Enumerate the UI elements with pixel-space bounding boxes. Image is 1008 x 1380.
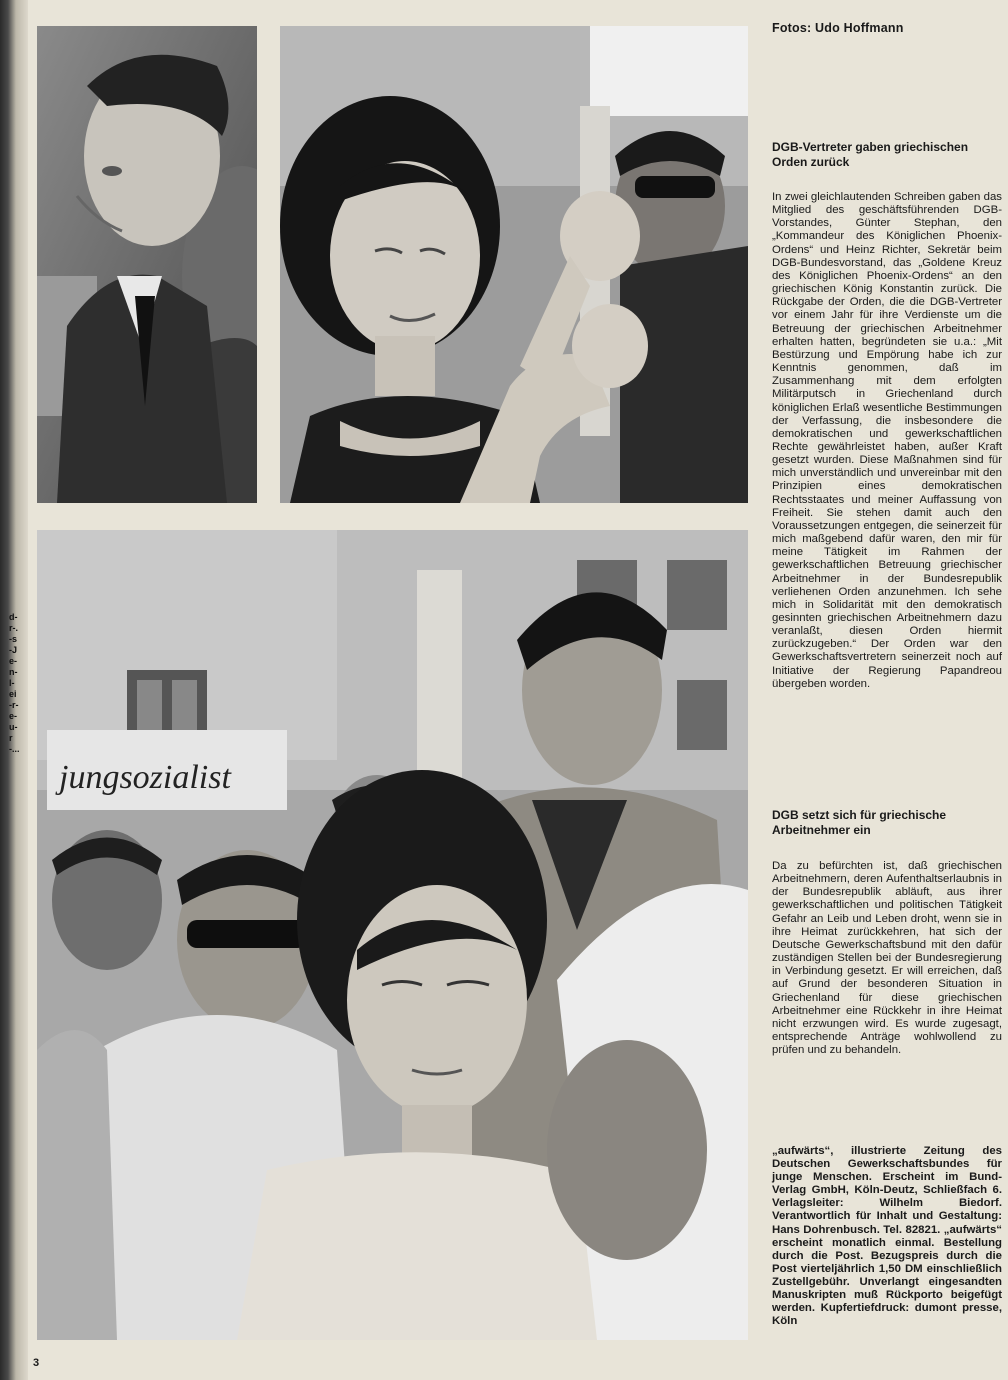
photo-man-profile xyxy=(37,26,257,503)
photo-demonstration-crowd xyxy=(37,530,748,1340)
page-number: 3 xyxy=(33,1357,40,1369)
spine-letters: d-r-.-s-Je-n-l-ei-r-e-u-r-... xyxy=(9,612,20,754)
article2-body: Da zu befürchten ist, daß griechischen Arbeitnehmern, deren Aufenthaltserlaubnis in der Bundesrepublik abläuft, aus ihrer gewerkschaftlichen und politischen Tätigkeit Gefahr an Leib und Leben droht, wenn sie in ihre Heimat zurückkehren, hat sich der Deutsche Gewerkschaftsbund mit den dafür zuständigen Stellen bei der Bundesregierung in Verbindung gesetzt. Er will erreichen, daß auf Grund der besonderen Situation in Griechenland für diese griechischen Arbeitnehmer eine Rückkehr in ihre Heimat nicht erzwungen wird. Es wurde zugesagt, entsprechende Anträge wohlwollend zu prüfen und zu behandeln. xyxy=(772,860,1002,1057)
article1-body: In zwei gleichlautenden Schreiben gaben das Mitglied des geschäftsführenden DGB-Vorstandes, Günter Stephan, den „Kommandeur des Königlichen Phoenix-Ordens“ und Heinz Richter, Sekretär beim DGB-Bundesvorstand, das „Goldene Kreuz des Königlichen Phoenix-Ordens“ an den griechischen König Konstantin zurück. Die Rückgabe der Orden, die die DGB-Vertreter vor einem Jahr für ihre Verdienste um die Betreuung der griechischen Arbeitnehmer erhalten hatten, begründeten sie u.a.: „Mit Bestürzung und Empörung habe ich zur Kenntnis genommen, daß im Zusammenhang mit dem erfolgten Militärputsch in Griechenland durch königlichen Erlaß wesentliche Bestimmungen der Verfassung, die insbesondere die demokratischen und gewerkschaftlichen Rechte gewährleistet haben, außer Kraft gesetzt wurden. Diese Maßnahmen sind für mich unverständlich und unvereinbar mit den Prinzipien eines demokratischen Rechtsstaates und meiner Auffassung von Freiheit. Sie stehen damit auch den Voraussetzungen entgegen, die seinerzeit für mich maßgebend dafür waren, den mir für meine Tätigkeit im Rahmen der gewerkschaftlichen Betreuung griechischer Arbeitnehmer in der Bundesrepublik verliehenen Orden anzunehmen. Ich sehe mich in Solidarität mit den demokratisch gesinnten griechischen Arbeitnehmern dazu veranlaßt, diesen Orden hiermit zurückzugeben.“ Der Orden war den Gewerkschaftsvertretern seinerzeit noch auf Initiative der Regierung Papandreou übergeben worden. xyxy=(772,191,1002,690)
imprint: „aufwärts“, illustrierte Zeitung des Deutschen Gewerkschaftsbundes für junge Menschen. Erscheint im Bund-Verlag GmbH, Köln-Deutz, Schließfach 6. Verlagsleiter: Wilhelm Biedorf. Verantwortlich für Inhalt und Gestaltung: Hans Dohrenbusch. Tel. 82821. „aufwärts“ erscheint monatlich einmal. Bestellung durch die Post. Bezugspreis durch die Post vierteljährlich 1,50 DM einschließlich Zustellgebühr. Unverlangt eingesandten Manuskripten muß Rückporto beigefügt werden. Kupfertiefdruck: dumont presse, Köln xyxy=(772,1145,1002,1328)
article1-heading: DGB-Vertreter gaben griechischen Orden zurück xyxy=(772,140,969,169)
banner-text: jungsozialist xyxy=(59,759,231,796)
article2-heading: DGB setzt sich für griechische Arbeitnehmer ein xyxy=(772,808,947,837)
page-spine xyxy=(0,0,28,1380)
photo-woman-placard xyxy=(280,26,748,503)
photo-credit: Fotos: Udo Hoffmann xyxy=(772,21,904,35)
